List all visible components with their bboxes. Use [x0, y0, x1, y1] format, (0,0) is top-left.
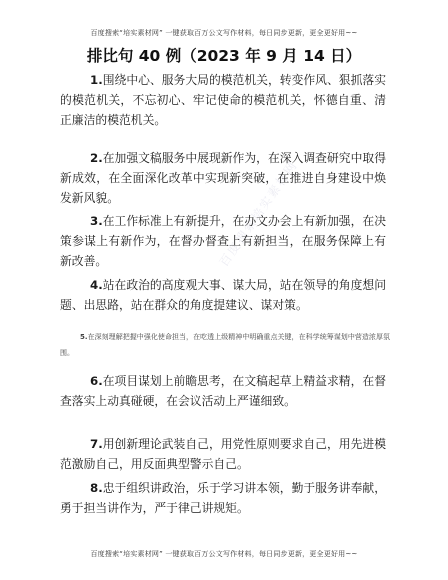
item-number: 4. — [90, 278, 103, 292]
item-text: 在项目谋划上前瞻思考，在文稿起草上精益求精，在督查落实上动真碰硬，在会议活动上严谨细致。 — [60, 374, 386, 408]
item-text: 忠于组织讲政治，乐于学习讲本领，勤于服务讲奉献，勇于担当讲作为，严于律己讲规矩。 — [60, 481, 386, 515]
list-item-6 — [60, 371, 386, 411]
item-text: 在工作标准上有新提升，在办文办会上有新加强，在决策参谋上有新作为，在督办督查上有新担当，在服务保障上有新改善。 — [60, 214, 386, 268]
list-item-1 — [60, 70, 386, 130]
item-text: 围绕中心、服务大局的模范机关，转变作风、狠抓落实的模范机关，不忘初心、牢记使命的模范机关，怀德自重、清正廉洁的模范机关。 — [60, 73, 386, 127]
list-item-3 — [60, 211, 386, 271]
item-number: 8. — [90, 481, 103, 495]
item-text: 在深刻理解把握中强化使命担当，在吃透上级精神中明确重点关键，在科学统筹谋划中营造浓厚氛围。 — [60, 333, 390, 357]
item-number: 7. — [90, 437, 103, 451]
item-text: 在加强文稿服务中展现新作为，在深入调查研究中取得新成效，在全面深化改革中实现新突破，在推进自身建设中焕发新风貌。 — [60, 151, 386, 205]
list-item-2 — [60, 148, 386, 208]
item-number: 5. — [80, 333, 88, 341]
watermark: 百度搜索培实素材网 — [216, 157, 301, 270]
page-footer: 百度搜索“培实素材网” 一键获取百万公文写作材料，每日同步更新，更全更好用~~ — [90, 550, 358, 558]
list-item-4 — [60, 275, 386, 315]
item-number: 2. — [90, 151, 103, 165]
item-number: 6. — [90, 374, 103, 388]
item-number: 3. — [90, 214, 103, 228]
item-text: 用创新理论武装自己，用党性原则要求自己，用先进模范激励自己，用反面典型警示自己。 — [60, 437, 386, 471]
list-item-5 — [60, 329, 390, 361]
list-item-8 — [60, 478, 386, 518]
list-item-7 — [60, 434, 386, 474]
item-number: 1. — [90, 73, 103, 87]
page-header: 百度搜索“培实素材网” 一键获取百万公文写作材料，每日同步更新，更全更好用~~ — [90, 29, 358, 37]
document-title: 排比句 40 例（2023 年 9 月 14 日） — [86, 47, 362, 65]
item-text: 站在政治的高度观大事、谋大局，站在领导的角度想问题、出思路，站在群众的角度提建议、谋对策。 — [60, 278, 386, 312]
